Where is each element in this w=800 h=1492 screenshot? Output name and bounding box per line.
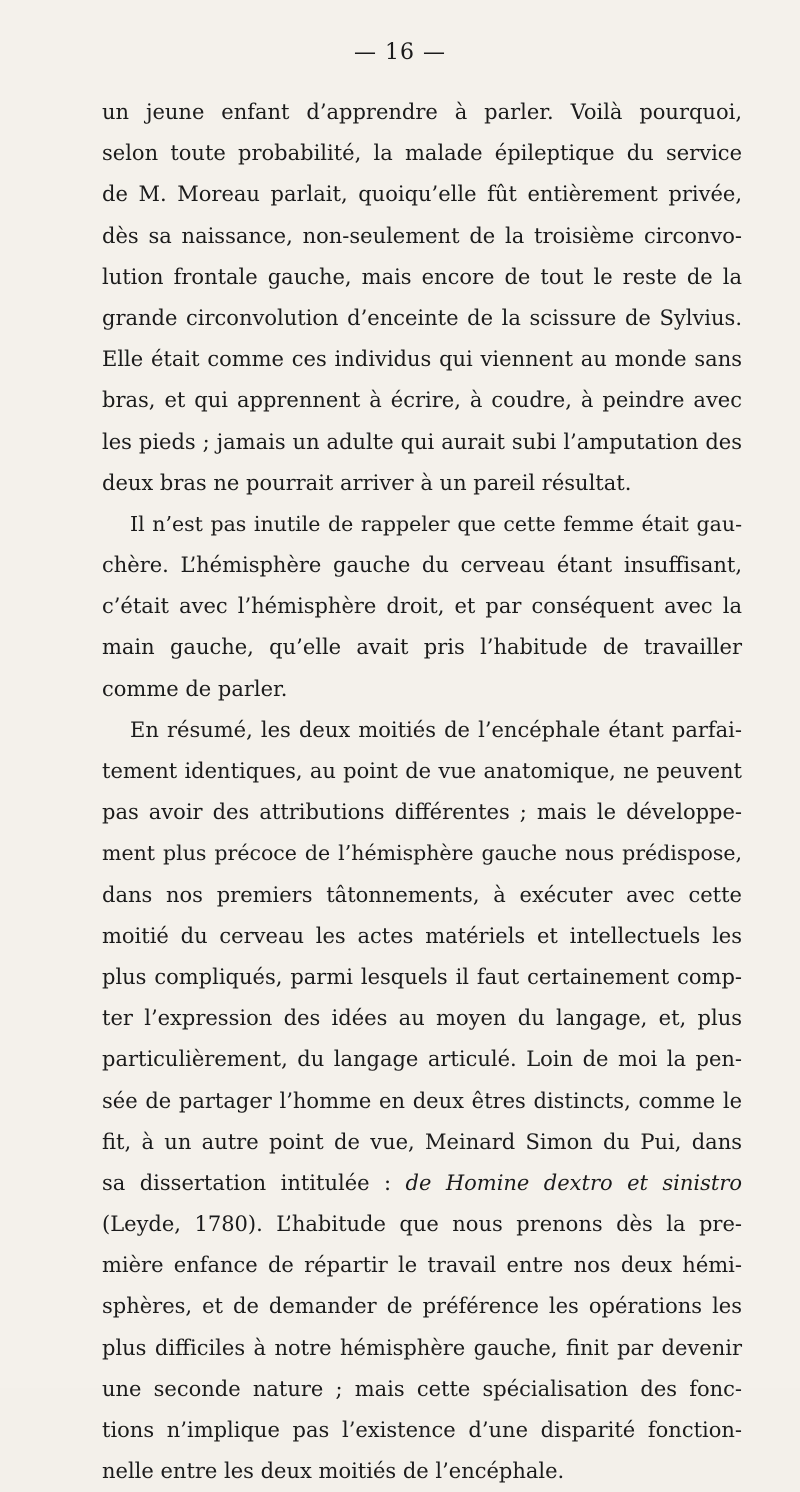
text-line: Elle était comme ces individus qui viennent au monde sans bbox=[102, 347, 742, 372]
text-line: bras, et qui apprennent à écrire, à coudre, à peindre avec bbox=[102, 388, 742, 413]
text-line: comme de parler. bbox=[102, 676, 288, 701]
text-line: plus compliqués, parmi lesquels il faut certainement comp- bbox=[102, 964, 742, 989]
text-line: mière enfance de répartir le travail entre nos deux hémi- bbox=[102, 1253, 742, 1278]
text-line: grande circonvolution d’enceinte de la scissure de Sylvius. bbox=[102, 305, 742, 330]
text-line: sphères, et de demander de préférence les opérations les bbox=[102, 1294, 742, 1319]
text-line: c’était avec l’hémisphère droit, et par conséquent avec la bbox=[102, 594, 742, 619]
text-line: dès sa naissance, non-seulement de la troisième circonvo- bbox=[102, 223, 742, 248]
text-line: un jeune enfant d’apprendre à parler. Voilà pourquoi, bbox=[102, 100, 742, 124]
body-text bbox=[102, 92, 742, 1492]
text-line: nelle entre les deux moitiés de l’encéphale. bbox=[102, 1459, 565, 1484]
text-line: moitié du cerveau les actes matériels et intellectuels les bbox=[102, 923, 742, 948]
text-line: les pieds ; jamais un adulte qui aurait subi l’amputation des bbox=[102, 429, 742, 454]
text-line: tions n’implique pas l’existence d’une disparité fonction- bbox=[102, 1418, 742, 1442]
text-line: dans nos premiers tâtonnements, à exécuter avec cette bbox=[102, 882, 742, 907]
text-line: main gauche, qu’elle avait pris l’habitude de travailler bbox=[102, 635, 742, 660]
text-line: sa dissertation intitulée : de Homine dextro et sinistro bbox=[102, 1170, 742, 1195]
text-line: Il n’est pas inutile de rappeler que cette femme était gau- bbox=[130, 511, 742, 536]
text-line: sée de partager l’homme en deux êtres distincts, comme le bbox=[102, 1088, 742, 1113]
text-line: deux bras ne pourrait arriver à un pareil résultat. bbox=[102, 470, 632, 495]
text-line: fit, à un autre point de vue, Meinard Simon du Pui, dans bbox=[102, 1129, 742, 1154]
text-line: lution frontale gauche, mais encore de tout le reste de la bbox=[102, 264, 742, 289]
text-line: selon toute probabilité, la malade épileptique du service bbox=[102, 141, 742, 166]
text-line: (Leyde, 1780). L’habitude que nous prenons dès la pre- bbox=[102, 1212, 742, 1237]
text-line: tement identiques, au point de vue anatomique, ne peuvent bbox=[102, 759, 742, 783]
text-line: une seconde nature ; mais cette spécialisation des fonc- bbox=[102, 1376, 742, 1401]
text-line: plus difficiles à notre hémisphère gauche, finit par devenir bbox=[102, 1335, 742, 1360]
page-number: — 16 — bbox=[354, 40, 446, 65]
latin-title: de Homine dextro et sinistro bbox=[405, 1170, 742, 1195]
text-line: de M. Moreau parlait, quoiqu’elle fût entièrement privée, bbox=[102, 182, 742, 207]
text-line: chère. L’hémisphère gauche du cerveau étant insuffisant, bbox=[102, 553, 742, 578]
text-line: ter l’expression des idées au moyen du langage, et, plus bbox=[102, 1006, 742, 1031]
text-line: En résumé, les deux moitiés de l’encéphale étant parfai- bbox=[130, 717, 742, 742]
text-line: particulièrement, du langage articulé. Loin de moi la pen- bbox=[102, 1047, 742, 1072]
text-line: pas avoir des attributions différentes ; mais le développe- bbox=[102, 800, 742, 825]
text-line: ment plus précoce de l’hémisphère gauche nous prédispose, bbox=[102, 841, 742, 866]
